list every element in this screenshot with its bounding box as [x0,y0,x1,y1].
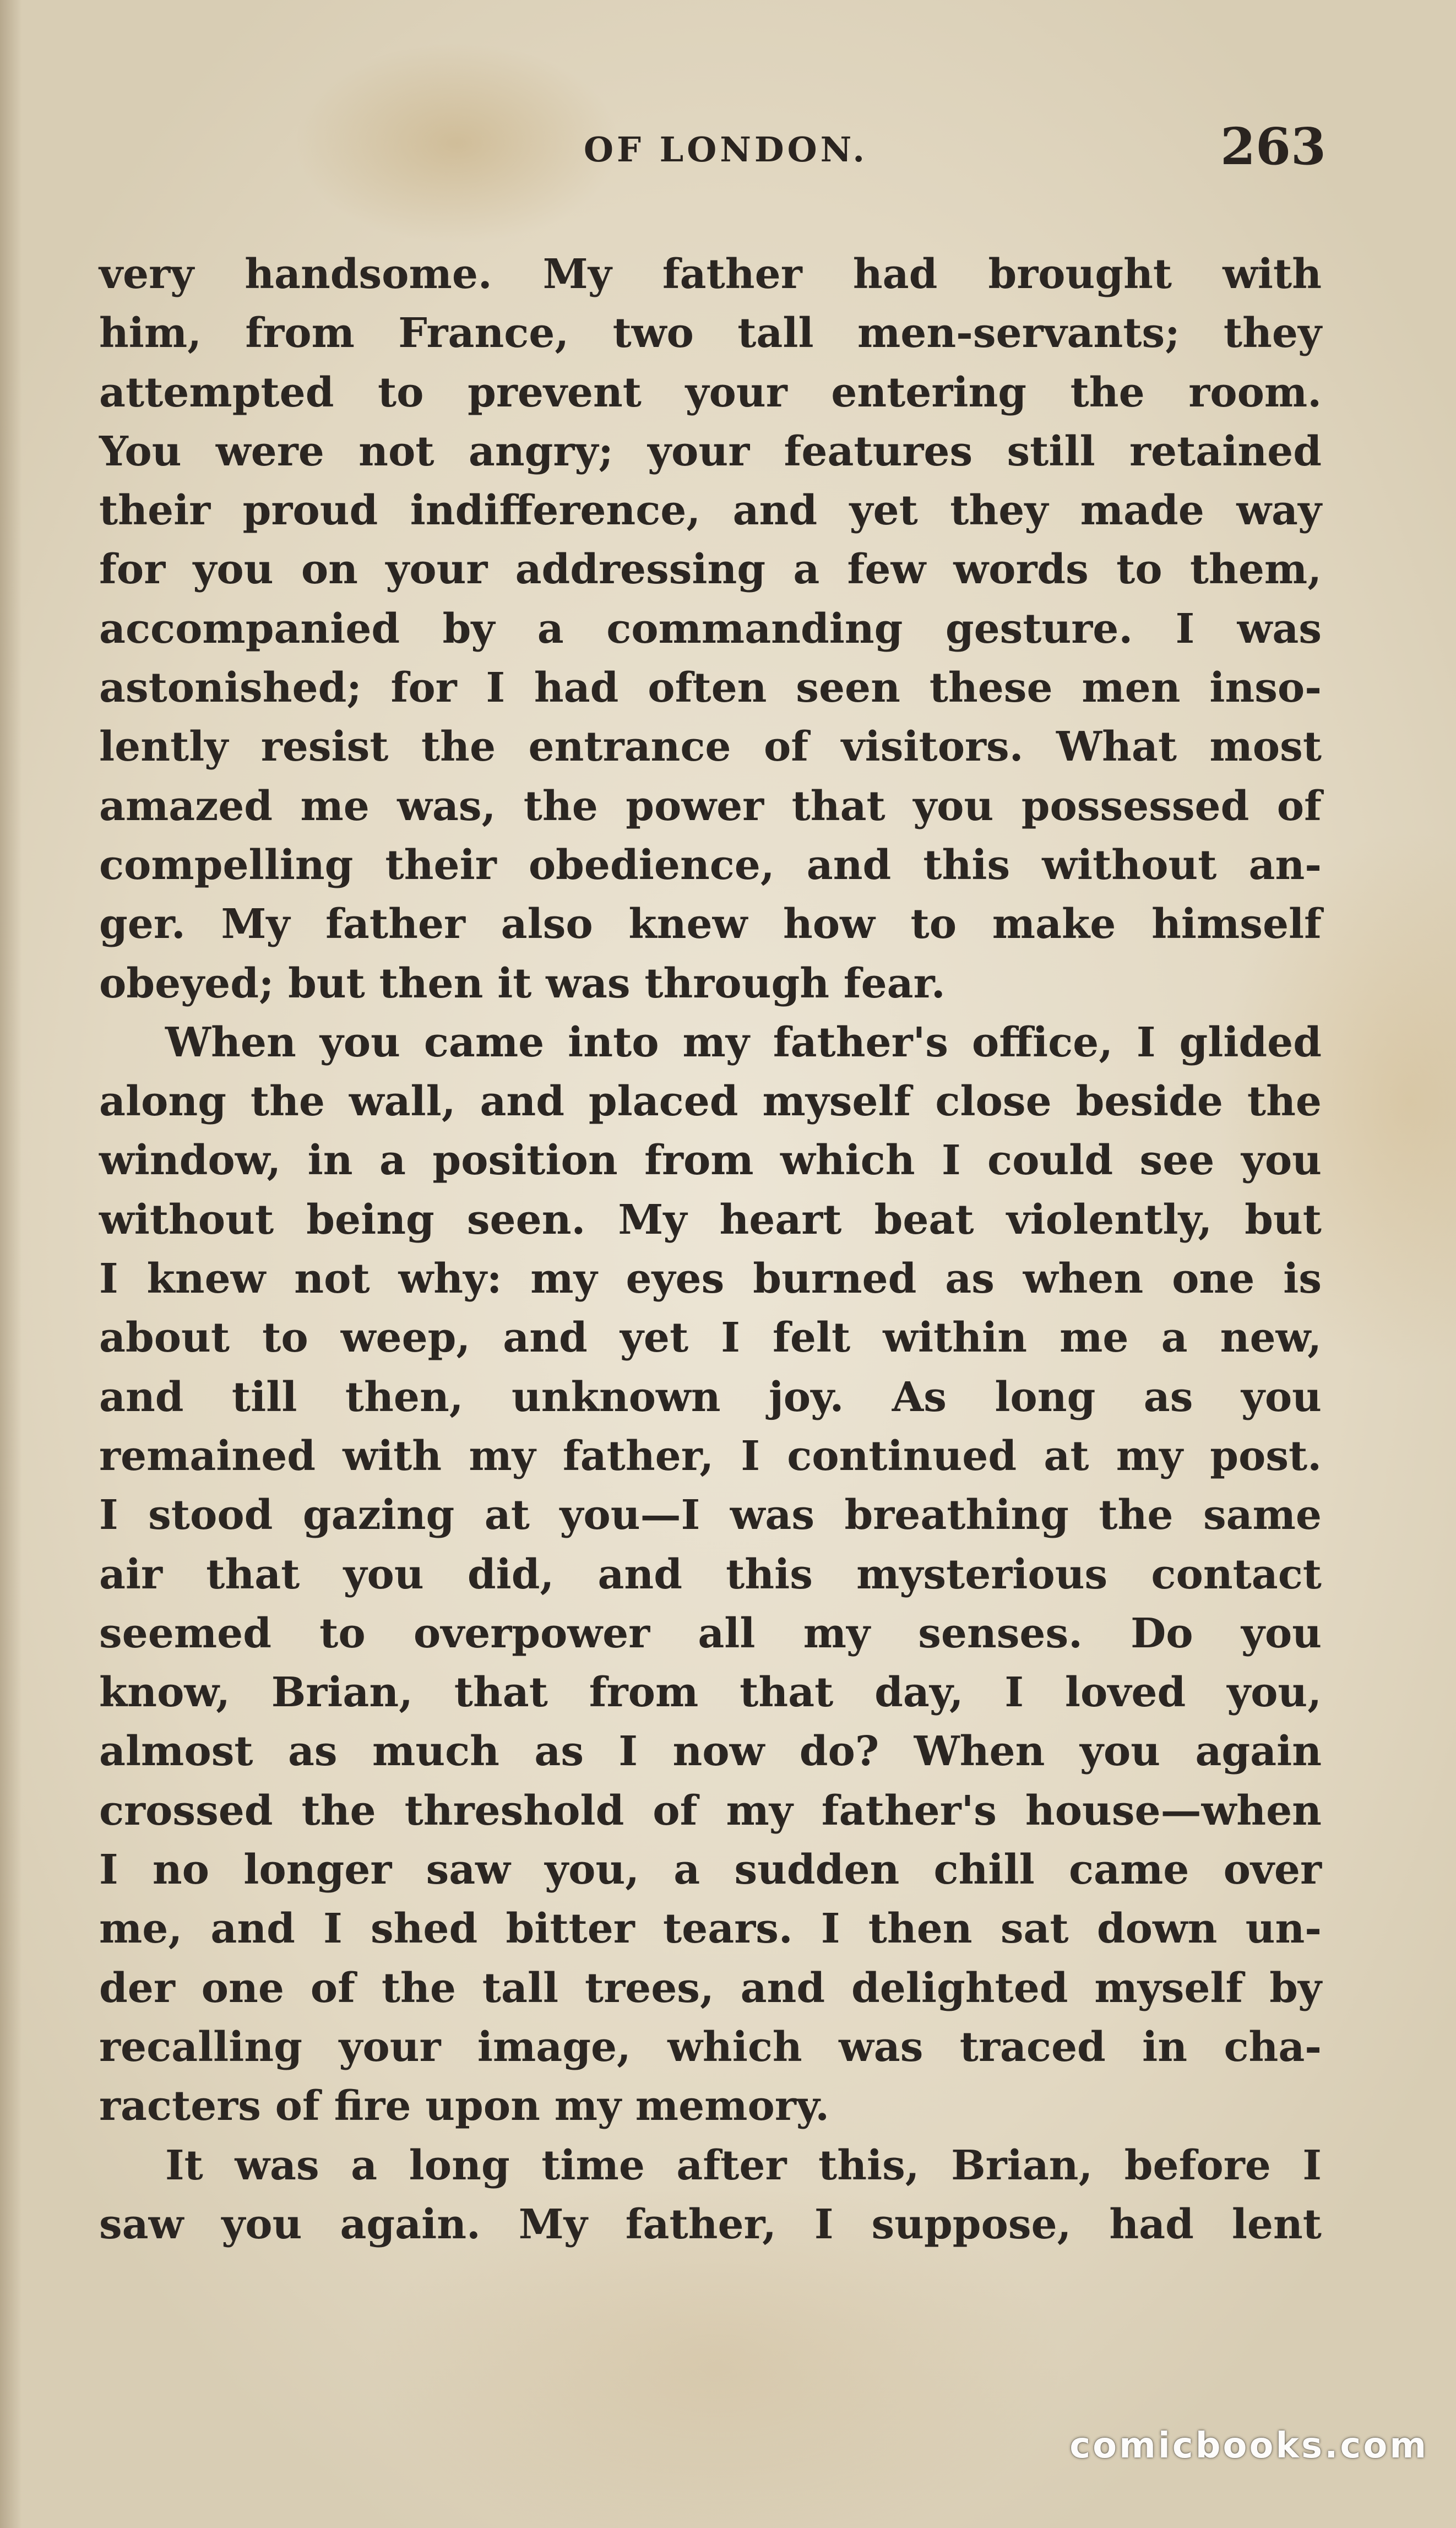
text-line: along the wall, and placed myself close beside the [99,1078,1322,1126]
text-line: ger. My father also knew how to make himself [99,900,1322,948]
text-line: attempted to prevent your entering the room. [99,368,1322,416]
text-line: You were not angry; your features still retained [99,427,1322,475]
watermark: comicbooks.com [1069,2426,1428,2466]
text-line: about to weep, and yet I felt within me a new, [99,1314,1322,1362]
paragraph-first-line: It was a long time after this, Brian, before I [165,2141,1322,2189]
running-head: OF LONDON. [584,129,868,170]
text-line: remained with my father, I continued at my post. [99,1432,1322,1480]
text-line: compelling their obedience, and this without an- [99,841,1322,889]
text-line: air that you did, and this mysterious contact [99,1550,1322,1598]
text-line: seemed to overpower all my senses. Do you [99,1609,1322,1657]
text-line: very handsome. My father had brought with [99,251,1322,298]
text-line: for you on your addressing a few words to them, [99,546,1322,594]
text-line: crossed the threshold of my father's house—when [99,1787,1322,1835]
text-line: without being seen. My heart beat violently, but [99,1196,1322,1244]
text-line: their proud indifference, and yet they made way [99,487,1322,535]
text-line: I knew not why: my eyes burned as when one is [99,1255,1322,1303]
text-line: almost as much as I now do? When you again [99,1728,1322,1776]
text-line: me, and I shed bitter tears. I then sat down un- [99,1905,1322,1953]
body-text [99,245,1322,2254]
text-line: saw you again. My father, I suppose, had lent [99,2200,1322,2248]
page-edge-shadow [0,0,22,2528]
text-line: him, from France, two tall men-servants; they [99,310,1322,357]
text-line: window, in a position from which I could see you [99,1137,1322,1185]
text-line: accompanied by a commanding gesture. I was [99,605,1322,653]
page-number: 263 [1220,117,1326,176]
text-line: know, Brian, that from that day, I loved you, [99,1669,1322,1717]
text-line: and till then, unknown joy. As long as you [99,1373,1322,1421]
paragraph-last-line: obeyed; but then it was through fear. [99,959,946,1007]
text-line: I stood gazing at you—I was breathing the same [99,1491,1322,1539]
paragraph-first-line: When you came into my father's office, I glided [165,1018,1322,1066]
text-line: recalling your image, which was traced in cha- [99,2023,1322,2071]
text-line: lently resist the entrance of visitors. What most [99,723,1322,771]
text-line: der one of the tall trees, and delighted myself by [99,1964,1322,2012]
text-line: astonished; for I had often seen these men inso- [99,664,1322,712]
paragraph-last-line: racters of fire upon my memory. [99,2082,830,2130]
text-line: amazed me was, the power that you possessed of [99,782,1322,830]
text-line: I no longer saw you, a sudden chill came over [99,1846,1322,1894]
